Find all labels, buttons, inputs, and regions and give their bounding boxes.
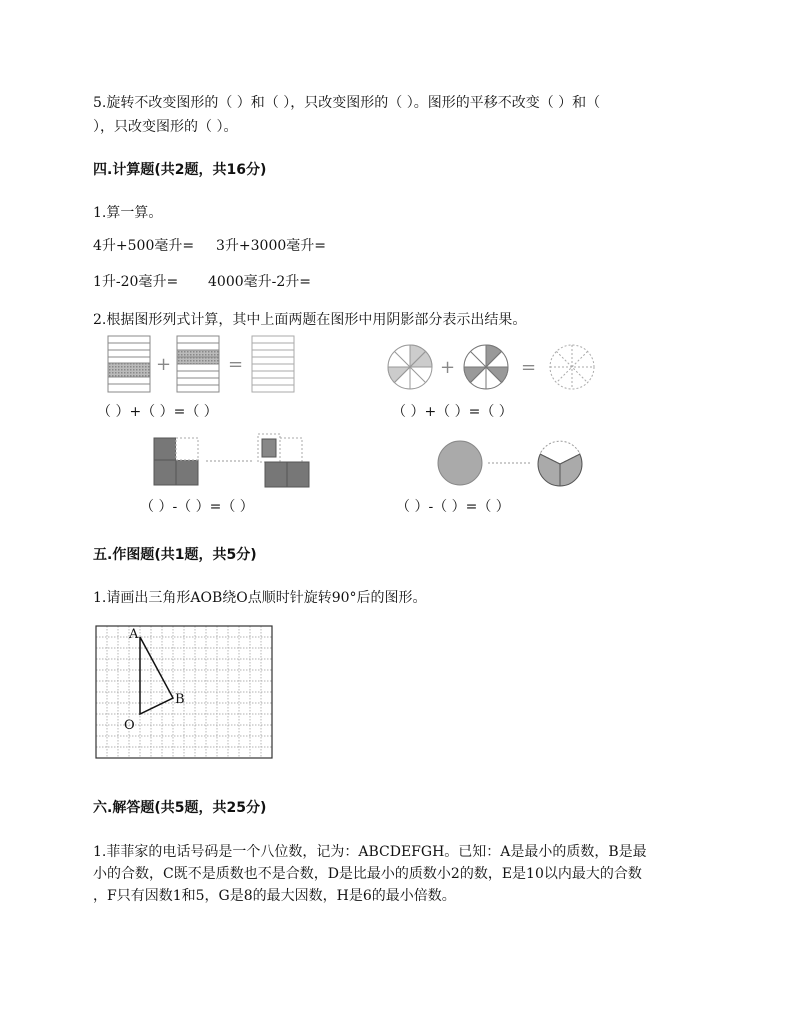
s6-q1-line3: ，F只有因数1和5，G是8的最大因数，H是6的最小倍数。: [93, 888, 456, 904]
blank-rect-addition: （ ）+（ ）=（ ）: [97, 404, 218, 420]
section4-heading: 四.计算题(共2题，共16分): [93, 162, 267, 178]
rect-1: [108, 336, 150, 392]
square-2: [258, 434, 309, 487]
circle-2: [464, 345, 508, 389]
circle-full: [438, 441, 482, 485]
s4-q1-row1a: 4升+500毫升=: [93, 238, 195, 254]
blank-circle-addition: （ ）+（ ）=（ ）: [392, 404, 513, 420]
blank-circle-subtraction: （ ）-（ ）=（ ）: [396, 499, 510, 515]
plus-sign: +: [440, 357, 456, 378]
equals-sign: =: [228, 354, 244, 375]
label-o: O: [124, 718, 135, 733]
q5-line2: ），只改变图形的（ ）。: [93, 119, 238, 135]
s6-q1-line1: 1.菲菲家的电话号码是一个八位数，记为：ABCDEFGH。已知：A是最小的质数，B是最: [93, 844, 647, 860]
circle-subtraction-figure: [430, 432, 590, 492]
rect-3: [252, 336, 294, 392]
s4-q1-row2b: 4000毫升-2升=: [208, 274, 311, 290]
label-b: B: [175, 692, 185, 707]
s4-q2-title: 2.根据图形列式计算，其中上面两题在图形中用阴影部分表示出结果。: [93, 312, 527, 328]
grid-triangle-figure: [96, 626, 272, 758]
circle-3: [550, 345, 594, 389]
section6-heading: 六.解答题(共5题，共25分): [93, 800, 267, 816]
square-1: [154, 438, 198, 485]
plus-sign: +: [156, 354, 172, 375]
s4-q1-row1b: 3升+3000毫升=: [216, 238, 326, 254]
s4-q1-title: 1.算一算。: [93, 205, 163, 221]
equals-sign: =: [521, 357, 537, 378]
s6-q1-line2: 小的合数，C既不是质数也不是合数，D是比最小的质数小2的数，E是10以内最大的合数: [93, 866, 642, 882]
q5-line1: 5.旋转不改变图形的（ ）和（ ），只改变图形的（ ）。图形的平移不改变（ ）和（: [93, 95, 601, 111]
rect-2: [177, 336, 219, 392]
blank-square-subtraction: （ ）-（ ）=（ ）: [140, 499, 254, 515]
s5-q1-title: 1.请画出三角形AOB绕O点顺时针旋转90°后的图形。: [93, 590, 427, 606]
circle-partial: [538, 441, 582, 486]
square-subtraction-figure: [150, 430, 325, 495]
section5-heading: 五.作图题(共1题，共5分): [93, 547, 257, 563]
rect-addition-figure: [100, 330, 310, 400]
label-a: A: [129, 627, 139, 642]
circle-addition-figure: [385, 340, 600, 395]
triangle-aob: [140, 637, 173, 714]
s4-q1-row2a: 1升-20毫升=: [93, 274, 179, 290]
circle-1: [388, 345, 432, 389]
